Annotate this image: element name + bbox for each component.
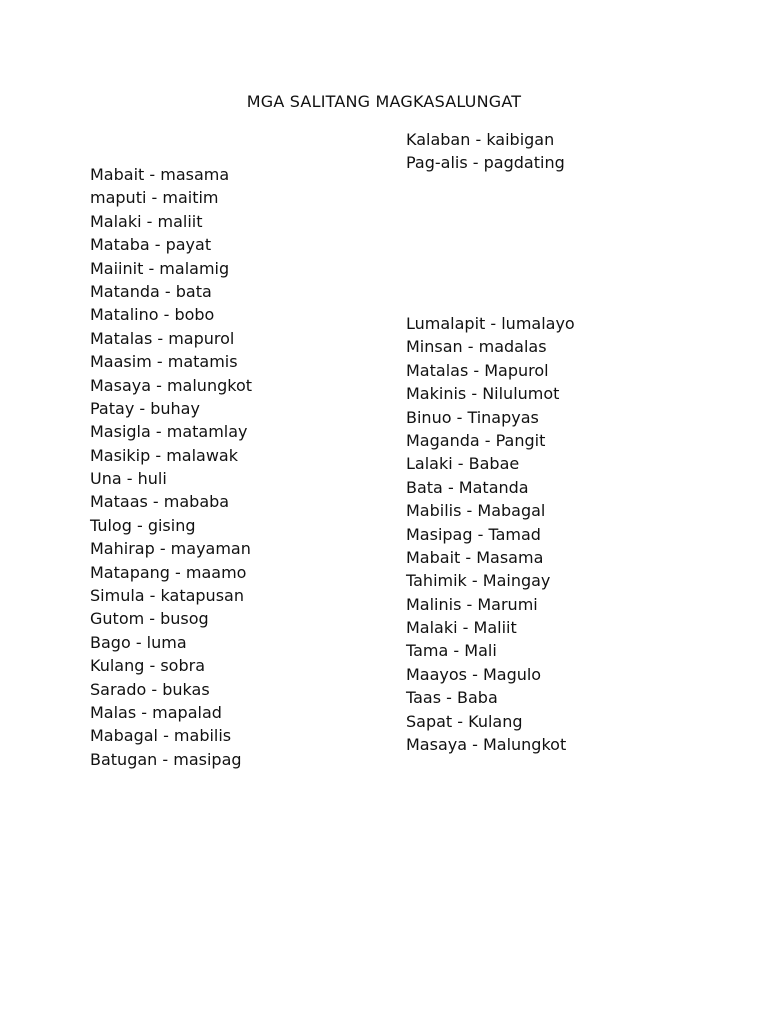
word-pair-item: Matalino - bobo bbox=[90, 305, 215, 325]
word-pair-item: maputi - maitim bbox=[90, 188, 219, 208]
word-pair-item: Malaki - Maliit bbox=[406, 618, 517, 638]
word-pair-item: Maasim - matamis bbox=[90, 352, 238, 372]
word-pair-item: Matalas - Mapurol bbox=[406, 360, 549, 380]
word-pair-item: Patay - buhay bbox=[90, 398, 200, 418]
word-pair-item: Malas - mapalad bbox=[90, 702, 222, 722]
word-pair-item: Bata - Matanda bbox=[406, 477, 529, 497]
word-pair-item: Makinis - Nilulumot bbox=[406, 384, 560, 404]
word-pair-item: Matalas - mapurol bbox=[90, 328, 235, 348]
word-pair-item: Mataas - mababa bbox=[90, 492, 230, 512]
word-pair-item: Kulang - sobra bbox=[90, 656, 205, 676]
word-pair-item: Taas - Baba bbox=[406, 688, 498, 708]
word-pair-item: Lalaki - Babae bbox=[406, 454, 520, 474]
word-pair-item: Sarado - bukas bbox=[90, 679, 210, 699]
word-pair-item: Masaya - Malungkot bbox=[406, 735, 567, 755]
left-word-list bbox=[90, 163, 252, 771]
word-pair-item: Maayos - Magulo bbox=[406, 664, 542, 684]
word-pair-item: Sapat - Kulang bbox=[406, 711, 523, 731]
right-bottom-word-list bbox=[406, 312, 575, 756]
word-pair-item: Bago - luma bbox=[90, 632, 187, 652]
word-pair-item: Mabagal - mabilis bbox=[90, 726, 232, 746]
word-pair-item: Gutom - busog bbox=[90, 609, 209, 629]
word-pair-item: Masikip - malawak bbox=[90, 445, 238, 465]
word-pair-item: Mahirap - mayaman bbox=[90, 539, 251, 559]
word-pair-item: Tahimik - Maingay bbox=[406, 571, 551, 591]
word-pair-item: Tama - Mali bbox=[406, 641, 497, 661]
word-pair-item: Mabait - masama bbox=[90, 165, 230, 184]
page-title: MGA SALITANG MAGKASALUNGAT bbox=[246, 92, 522, 111]
word-pair-item: Binuo - Tinapyas bbox=[406, 407, 539, 427]
word-pair-item: Mataba - payat bbox=[90, 235, 212, 255]
word-pair-item: Masaya - malungkot bbox=[90, 375, 252, 395]
word-pair-item: Simula - katapusan bbox=[90, 586, 244, 606]
word-pair-item: Malinis - Marumi bbox=[406, 594, 538, 614]
word-pair-item: Mabilis - Mabagal bbox=[406, 501, 546, 521]
word-pair-item: Batugan - masipag bbox=[90, 749, 242, 769]
word-pair-item: Maiinit - malamig bbox=[90, 258, 230, 278]
word-pair-item: Kalaban - kaibigan bbox=[406, 130, 555, 149]
word-pair-item: Pag-alis - pagdating bbox=[406, 153, 565, 173]
word-pair-item: Matapang - maamo bbox=[90, 562, 247, 582]
word-pair-item: Masipag - Tamad bbox=[406, 524, 541, 544]
word-pair-item: Matanda - bata bbox=[90, 281, 212, 301]
word-pair-item: Minsan - madalas bbox=[406, 337, 547, 357]
word-pair-item: Masigla - matamlay bbox=[90, 422, 248, 442]
word-pair-item: Lumalapit - lumalayo bbox=[406, 314, 575, 333]
word-pair-item: Maganda - Pangit bbox=[406, 430, 546, 450]
word-pair-item: Mabait - Masama bbox=[406, 547, 544, 567]
word-pair-item: Malaki - maliit bbox=[90, 211, 203, 231]
word-pair-item: Una - huli bbox=[90, 469, 167, 489]
right-top-word-list bbox=[406, 128, 565, 175]
word-pair-item: Tulog - gising bbox=[90, 515, 196, 535]
